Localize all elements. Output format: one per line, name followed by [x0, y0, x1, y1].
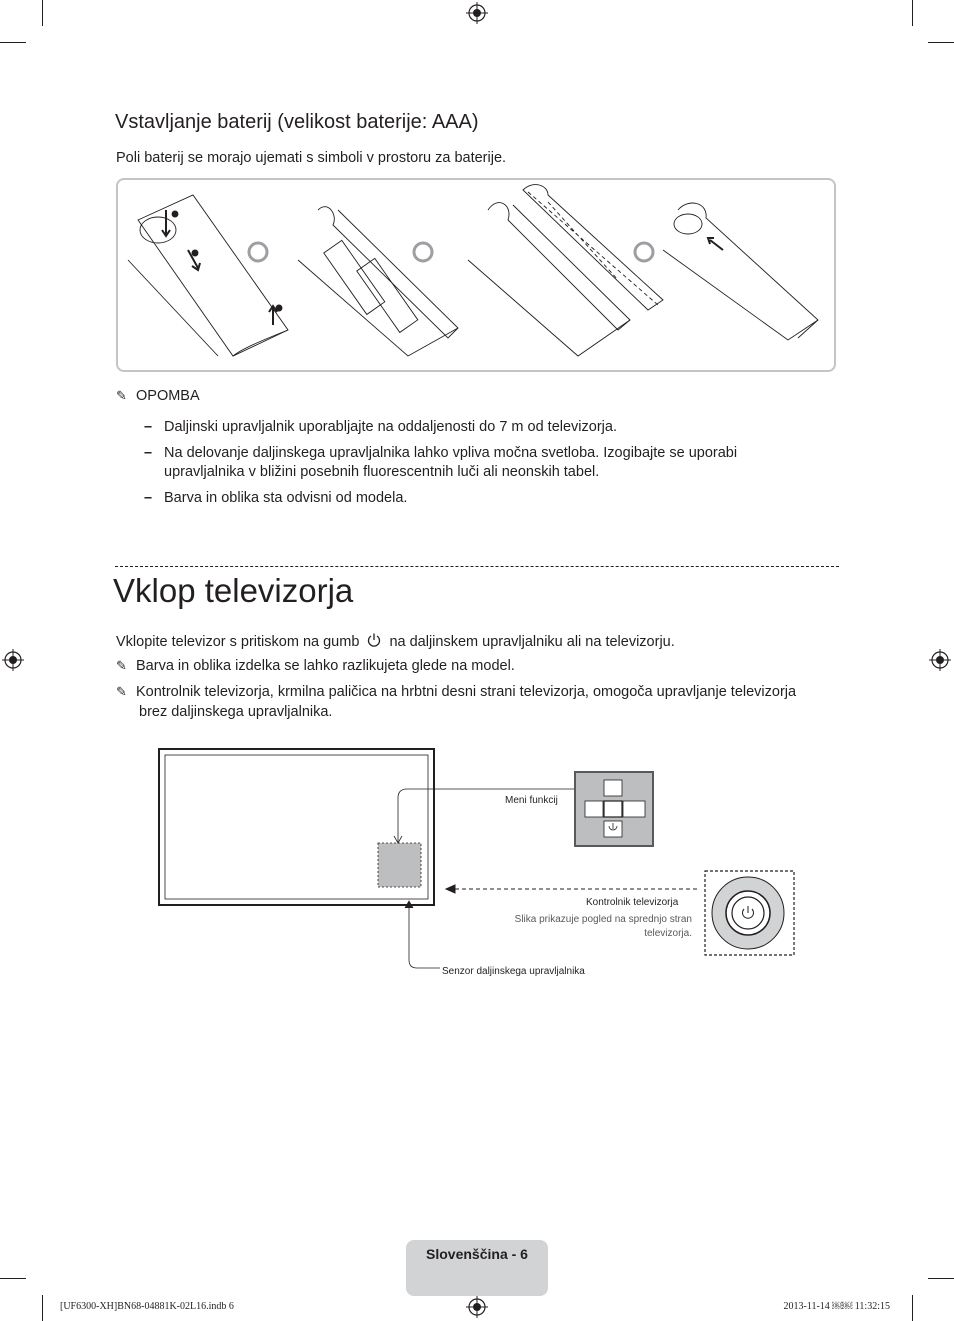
bullet-dash: – — [144, 419, 153, 435]
crop-mark — [42, 1295, 43, 1321]
print-timestamp: 2013-11-14 ￼￼ 11:32:15 — [783, 1301, 890, 1312]
section-divider — [115, 566, 839, 567]
section-intro: Poli baterij se morajo ujemati s simboli v prostoru za baterije. — [116, 150, 507, 166]
page-title: Vklop televizorja — [113, 572, 354, 609]
crop-mark — [42, 0, 43, 26]
controller-caption: televizorja. — [644, 928, 692, 939]
pencil-icon: ✎ — [116, 658, 127, 673]
crop-mark — [928, 1278, 954, 1279]
power-note: ✎ Kontrolnik televizorja, krmilna paličica na hrbtni desni strani televizorja, omogoča upravljanje televizorja — [116, 684, 797, 700]
sensor-label: Senzor daljinskega upravljalnika — [442, 966, 585, 977]
input-icon — [623, 801, 645, 817]
print-slug: [UF6300-XH]BN68-04881K-02L16.indb 6 — [60, 1301, 234, 1312]
crop-mark — [928, 42, 954, 43]
crop-mark — [912, 0, 913, 26]
power-note-continued: brez daljinskega upravljalnika. — [139, 704, 333, 720]
bullet-dash: – — [144, 490, 153, 506]
pencil-icon: ✎ — [116, 684, 127, 699]
registration-mark-icon — [929, 649, 951, 671]
tv-diagram — [0, 740, 954, 990]
battery-steps-illustration — [118, 180, 834, 370]
crop-mark — [912, 1295, 913, 1321]
registration-mark-icon — [466, 1296, 488, 1318]
menu-icon — [604, 780, 622, 796]
note-heading: ✎ OPOMBA — [116, 388, 200, 404]
page-number: Slovenščina - 6 — [426, 1246, 528, 1262]
power-note: ✎ Barva in oblika izdelka se lahko razlikujeta glede na model. — [116, 658, 515, 674]
pencil-icon: ✎ — [116, 388, 127, 403]
power-intro: Vklopite televizor s pritiskom na gumb na daljinskem upravljalniku ali na televizorju. — [116, 634, 675, 650]
controller-area — [378, 843, 421, 887]
registration-mark-icon — [2, 649, 24, 671]
power-icon — [366, 632, 382, 648]
crop-mark — [0, 42, 26, 43]
return-icon — [604, 801, 622, 817]
menu-label: Meni funkcij — [505, 795, 558, 806]
controller-caption: Slika prikazuje pogled na sprednjo stran — [514, 914, 692, 925]
bullet-dash: – — [144, 445, 153, 461]
section-heading: Vstavljanje baterij (velikost baterije: AAA) — [115, 111, 479, 133]
battery-diagram — [116, 178, 836, 372]
source-icon — [585, 801, 603, 817]
crop-mark — [0, 1278, 26, 1279]
controller-label: Kontrolnik televizorja — [586, 897, 679, 908]
registration-mark-icon — [466, 2, 488, 24]
